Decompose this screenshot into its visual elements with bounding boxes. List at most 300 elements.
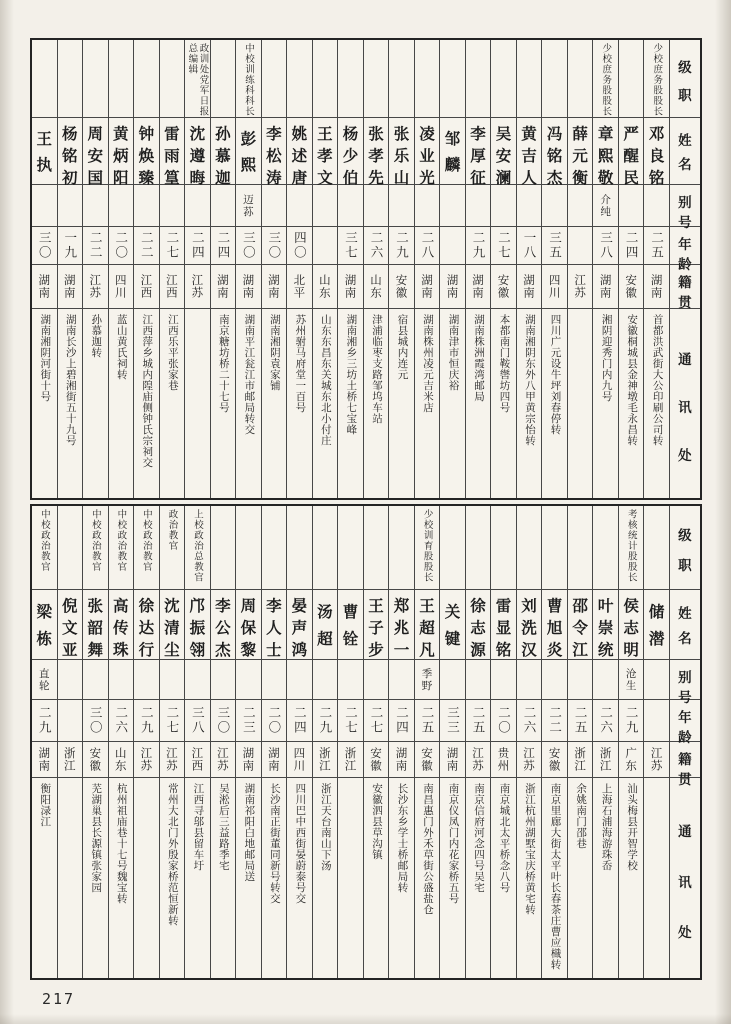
alias-cell [389, 660, 414, 700]
person-column [415, 506, 441, 978]
rank-cell [593, 506, 618, 590]
rank-cell [134, 40, 159, 118]
address-cell [262, 309, 287, 498]
native-cell-text: 山东 [317, 274, 332, 299]
native-cell [440, 742, 465, 778]
alias-cell [134, 185, 159, 227]
rank-cell [440, 40, 465, 118]
name-cell-text: 王 执 [36, 129, 53, 175]
alias-cell [415, 185, 440, 227]
address-cell-text: 湖南平江瓮江市邮局转交 [243, 314, 256, 435]
age-cell [109, 227, 134, 265]
row-label-text: 籍 贯 [678, 752, 692, 788]
person-column [313, 40, 339, 498]
age-cell [109, 700, 134, 742]
age-cell [491, 227, 516, 265]
address-cell [466, 309, 491, 498]
alias-cell [364, 660, 389, 700]
native-cell-text: 湖南 [522, 274, 537, 299]
person-column [466, 40, 492, 498]
age-cell-text: 三八 [190, 706, 206, 735]
age-cell [593, 700, 618, 742]
alias-cell [262, 185, 287, 227]
age-cell [491, 700, 516, 742]
native-cell [185, 265, 210, 309]
person-column [185, 506, 211, 978]
address-cell-text: 安徽桐城县金神墩毛永昌转 [626, 314, 639, 446]
age-cell-text: 一八 [522, 231, 538, 260]
person-column [160, 506, 186, 978]
native-cell [542, 265, 567, 309]
address-cell-text: 安徽泗县草沟镇 [370, 783, 383, 860]
age-cell [211, 700, 236, 742]
person-column [58, 40, 84, 498]
name-cell [593, 590, 618, 660]
alias-cell-text: 直轮 [37, 667, 50, 692]
address-cell-text: 南京仪凤门内花家桥五号 [447, 783, 460, 904]
name-cell-text: 李 公 杰 [215, 597, 231, 659]
alias-cell-text: 季野 [420, 667, 433, 692]
native-cell [491, 265, 516, 309]
age-cell-text: 二四 [215, 231, 231, 260]
age-cell [32, 700, 57, 742]
address-cell-text: 湖南祁阳白地邮局送 [243, 783, 256, 882]
age-cell-text: 二五 [419, 706, 435, 735]
name-cell [287, 118, 312, 185]
person-column [466, 506, 492, 978]
native-cell [568, 265, 593, 309]
age-cell-text: 二五 [573, 706, 589, 735]
name-cell-text: 周 保 黎 [240, 597, 257, 659]
address-cell [593, 309, 618, 498]
rank-cell-text: 中校政治教官 [115, 509, 127, 572]
native-cell [338, 265, 363, 309]
native-cell [236, 265, 261, 309]
page-number: 217 [42, 990, 76, 1008]
name-cell-text: 侯 志 明 [623, 597, 639, 659]
address-cell [517, 778, 542, 978]
age-cell-text: 二七 [496, 231, 512, 260]
alias-cell [134, 660, 159, 700]
age-cell [619, 227, 644, 265]
alias-cell [32, 660, 57, 700]
person-column [32, 506, 58, 978]
rank-cell [83, 40, 108, 118]
age-cell [338, 227, 363, 265]
person-column [32, 40, 58, 498]
age-cell-text: 二四 [292, 706, 308, 735]
native-cell [58, 265, 83, 309]
name-cell-text: 高 传 珠 [113, 597, 129, 659]
age-cell-text: 三五 [547, 231, 563, 260]
alias-cell [568, 185, 593, 227]
address-cell [466, 778, 491, 978]
rank-cell [32, 506, 57, 590]
address-cell-text: 上海石浦海游珠岙 [600, 783, 613, 871]
rank-cell [160, 506, 185, 590]
address-cell-text: 南京里廊大街太平叶长春茶庄曹应樴转 [549, 783, 562, 970]
age-cell [466, 227, 491, 265]
native-cell-text: 江苏 [190, 274, 205, 299]
name-cell [389, 118, 414, 185]
address-cell [364, 309, 389, 498]
native-cell [83, 265, 108, 309]
address-cell-text: 蓝山黄氏祠转 [115, 314, 128, 380]
native-cell-text: 浙江 [343, 747, 358, 772]
row-label-text: 籍 贯 [678, 275, 692, 311]
row-label [670, 227, 700, 273]
age-cell [287, 700, 312, 742]
row-label [670, 660, 700, 706]
age-cell-text: 二九 [624, 706, 640, 735]
name-cell [338, 118, 363, 185]
address-cell-text: 浙江天台南山下汤 [319, 783, 332, 871]
alias-cell-text: 介纯 [599, 193, 612, 218]
age-cell [644, 700, 669, 742]
age-cell [236, 227, 261, 265]
row-label-column [670, 506, 700, 978]
address-cell-text: 常州大北门外殷家桥范恒新转 [166, 783, 179, 926]
rank-cell [313, 506, 338, 590]
rank-cell [313, 40, 338, 118]
row-label [670, 590, 700, 660]
name-cell [415, 118, 440, 185]
name-cell [619, 590, 644, 660]
age-cell [185, 227, 210, 265]
native-cell-text: 山东 [368, 274, 383, 299]
address-cell [236, 778, 261, 978]
native-cell [364, 742, 389, 778]
age-cell [236, 700, 261, 742]
rank-cell [262, 40, 287, 118]
native-cell [160, 742, 185, 778]
name-cell-text: 郑 兆 一 [393, 597, 410, 659]
address-cell [542, 778, 567, 978]
rank-cell [236, 40, 261, 118]
native-cell-text: 湖南 [241, 747, 256, 772]
age-cell [415, 227, 440, 265]
age-cell-text: 二六 [113, 706, 129, 735]
native-cell-text: 江苏 [215, 747, 230, 772]
age-cell [542, 700, 567, 742]
person-column [619, 506, 645, 978]
age-cell [32, 227, 57, 265]
native-cell [287, 265, 312, 309]
name-cell-text: 姚 述 唐 [291, 125, 308, 187]
address-cell-text: 余姚南门邵巷 [575, 783, 588, 849]
row-label [670, 40, 700, 118]
name-cell [491, 590, 516, 660]
age-cell [364, 227, 389, 265]
alias-cell [160, 185, 185, 227]
address-cell-text: 苏州驸马府堂一百号 [294, 314, 307, 413]
age-cell [364, 700, 389, 742]
address-cell-text: 芜湖巢县长源镇张家园 [90, 783, 103, 893]
name-cell-text: 张 韶 舞 [87, 597, 104, 659]
address-cell [32, 309, 57, 498]
native-cell [109, 265, 134, 309]
rank-cell [568, 506, 593, 590]
address-cell-text: 长沙东乡学士桥邮局转 [396, 783, 409, 893]
native-cell [619, 742, 644, 778]
age-cell [389, 227, 414, 265]
native-cell-text: 湖南 [445, 274, 460, 299]
age-cell-text: 二九 [394, 231, 410, 260]
address-cell-text: 本都南门鞍辔坊四号 [498, 314, 511, 413]
native-cell [466, 742, 491, 778]
age-cell-text: 二四 [394, 706, 410, 735]
address-cell-text: 湖南湘阴东外八甲黄宗怡转 [524, 314, 537, 446]
native-cell-text: 江苏 [649, 747, 664, 772]
alias-cell [32, 185, 57, 227]
age-cell-text: 二二 [88, 231, 104, 260]
name-cell [58, 118, 83, 185]
rank-cell [491, 40, 516, 118]
age-cell [619, 700, 644, 742]
age-cell-text: 二〇 [113, 231, 129, 260]
person-column [134, 506, 160, 978]
name-cell-text: 李 厚 征 [470, 125, 486, 187]
native-cell [83, 742, 108, 778]
address-cell [619, 778, 644, 978]
rank-cell [440, 506, 465, 590]
rank-cell-text: 中校训练科科长 [242, 43, 254, 117]
name-cell [134, 118, 159, 185]
rank-cell-text: 中校政治教官 [89, 509, 101, 572]
row-label [670, 778, 700, 978]
address-cell [211, 778, 236, 978]
age-cell-text: 二八 [419, 231, 435, 260]
rank-cell [389, 506, 414, 590]
age-cell-text: 三〇 [266, 231, 282, 260]
age-cell-text: 二二 [547, 706, 563, 735]
native-cell [236, 742, 261, 778]
address-cell [644, 309, 669, 498]
age-cell [568, 227, 593, 265]
native-cell [517, 265, 542, 309]
age-cell-text: 二九 [317, 706, 333, 735]
age-cell [440, 227, 465, 265]
person-column [389, 40, 415, 498]
address-cell [644, 778, 669, 978]
name-cell-text: 张 乐 山 [393, 125, 410, 187]
alias-cell [313, 185, 338, 227]
alias-cell [338, 660, 363, 700]
address-cell [287, 309, 312, 498]
address-cell-text: 吴淞后三益路季宅 [217, 783, 230, 871]
alias-cell [185, 185, 210, 227]
native-cell [593, 265, 618, 309]
native-cell [160, 265, 185, 309]
age-cell-text: 二九 [37, 706, 53, 735]
address-cell-text: 湖南株州凌元吉米店 [421, 314, 434, 413]
age-cell [440, 700, 465, 742]
row-label [670, 265, 700, 309]
alias-cell [83, 660, 108, 700]
age-cell [542, 227, 567, 265]
name-cell [211, 590, 236, 660]
name-cell [313, 590, 338, 660]
address-cell [185, 778, 210, 978]
name-cell-text: 彭 熙 [240, 129, 257, 175]
address-cell [440, 309, 465, 498]
age-cell-text: 二六 [368, 231, 384, 260]
address-cell [58, 309, 83, 498]
age-cell-text: 二三 [241, 706, 257, 735]
address-cell [134, 778, 159, 978]
rank-cell [160, 40, 185, 118]
name-cell [262, 118, 287, 185]
native-cell-text: 湖南 [241, 274, 256, 299]
address-cell-text: 湖南湘乡三坊土桥七宝峰 [345, 314, 358, 435]
native-cell [542, 742, 567, 778]
alias-cell [109, 660, 134, 700]
address-cell-text: 南昌惠门外禾草街公盛盐仓 [421, 783, 434, 915]
age-cell [313, 227, 338, 265]
native-cell-text: 湖南 [445, 747, 460, 772]
address-cell-text: 湖南津市恒庆裕 [447, 314, 460, 391]
name-cell [160, 590, 185, 660]
rank-cell [644, 40, 669, 118]
rank-cell-text: 少校庶务股股长 [651, 43, 663, 117]
age-cell [313, 700, 338, 742]
rank-cell [287, 506, 312, 590]
name-cell-text: 关 键 [444, 602, 461, 649]
address-cell-text: 杭州祖庙巷十七号魏宝转 [115, 783, 128, 904]
address-cell [491, 309, 516, 498]
person-column [160, 40, 186, 498]
address-cell-text: 津浦临枣支路邹坞车站 [370, 314, 383, 424]
native-cell-text: 安徽 [496, 274, 511, 299]
row-label [670, 309, 700, 498]
name-cell-text: 徐 志 源 [470, 597, 486, 659]
age-cell [415, 700, 440, 742]
rank-cell [364, 506, 389, 590]
name-cell-text: 倪 文 亚 [62, 597, 78, 659]
age-cell [160, 700, 185, 742]
name-cell-text: 吴 安 澜 [495, 125, 512, 187]
name-cell-text: 邓 良 铭 [648, 125, 665, 187]
name-cell [619, 118, 644, 185]
person-column [593, 40, 619, 498]
name-cell [568, 118, 593, 185]
address-cell-text: 江西萍乡城内隍庙侧钟氏宗祠交 [141, 314, 154, 468]
person-column [517, 40, 543, 498]
rank-cell [593, 40, 618, 118]
age-cell-text: 二五 [471, 706, 487, 735]
rank-cell [58, 40, 83, 118]
name-cell [440, 118, 465, 185]
address-cell [568, 309, 593, 498]
name-cell [440, 590, 465, 660]
age-cell-text: 二五 [649, 231, 665, 260]
native-cell-text: 山东 [113, 747, 128, 772]
address-cell-text: 湘阴迎秀门内九号 [600, 314, 613, 402]
native-cell-text: 湖南 [266, 747, 281, 772]
rank-cell-text: 上校政治总教官 [191, 509, 203, 583]
native-cell-text: 四川 [113, 274, 128, 299]
rank-cell [644, 506, 669, 590]
address-cell-text: 四川广元设牛坪刘春停转 [549, 314, 562, 435]
address-cell [568, 778, 593, 978]
address-cell [287, 778, 312, 978]
address-cell-text: 南京糖坊桥二十七号 [217, 314, 230, 413]
person-column [619, 40, 645, 498]
rank-cell [389, 40, 414, 118]
native-cell-text: 浙江 [317, 747, 332, 772]
age-cell [134, 700, 159, 742]
name-cell [491, 118, 516, 185]
address-cell-text: 山东东昌东关城东北小付庄 [319, 314, 332, 446]
address-cell [364, 778, 389, 978]
address-cell [338, 778, 363, 978]
alias-cell [364, 185, 389, 227]
age-cell [134, 227, 159, 265]
age-cell [466, 700, 491, 742]
native-cell-text: 四川 [292, 747, 307, 772]
native-cell [466, 265, 491, 309]
native-cell [32, 265, 57, 309]
name-cell [517, 118, 542, 185]
address-cell-text: 首都洪武街大公印刷公司转 [651, 314, 664, 446]
age-cell-text: 四〇 [292, 231, 308, 260]
address-cell [83, 778, 108, 978]
address-cell [619, 309, 644, 498]
address-cell [517, 309, 542, 498]
name-cell [364, 590, 389, 660]
name-cell [313, 118, 338, 185]
native-cell-text: 浙江 [573, 747, 588, 772]
native-cell-text: 浙江 [598, 747, 613, 772]
person-column [440, 40, 466, 498]
person-column [236, 506, 262, 978]
native-cell [313, 742, 338, 778]
person-column [644, 40, 670, 498]
name-cell-text: 张 孝 先 [368, 125, 384, 187]
age-cell [211, 227, 236, 265]
person-column [109, 506, 135, 978]
name-cell-text: 刘 洗 汉 [521, 597, 537, 659]
address-cell [338, 309, 363, 498]
native-cell-text: 湖南 [266, 274, 281, 299]
person-column [542, 506, 568, 978]
name-cell-text: 冯 铭 杰 [546, 125, 563, 187]
rank-cell [185, 40, 210, 118]
directory-table-upper [30, 38, 702, 500]
native-cell-text: 安徽 [88, 747, 103, 772]
person-column [542, 40, 568, 498]
native-cell-text: 湖南 [37, 747, 52, 772]
alias-cell [211, 660, 236, 700]
age-cell [593, 227, 618, 265]
name-cell-text: 杨 少 伯 [342, 125, 359, 187]
rank-cell [211, 40, 236, 118]
person-column [491, 40, 517, 498]
row-label [670, 700, 700, 746]
age-cell [83, 700, 108, 742]
alias-cell [211, 185, 236, 227]
address-cell [491, 778, 516, 978]
name-cell [236, 118, 261, 185]
rank-cell [364, 40, 389, 118]
rank-cell [542, 506, 567, 590]
rank-cell [109, 506, 134, 590]
alias-cell-text: 沧生 [624, 667, 637, 692]
native-cell-text: 贵州 [496, 747, 511, 772]
name-cell [32, 118, 57, 185]
native-cell-text: 江西 [190, 747, 205, 772]
name-cell [364, 118, 389, 185]
